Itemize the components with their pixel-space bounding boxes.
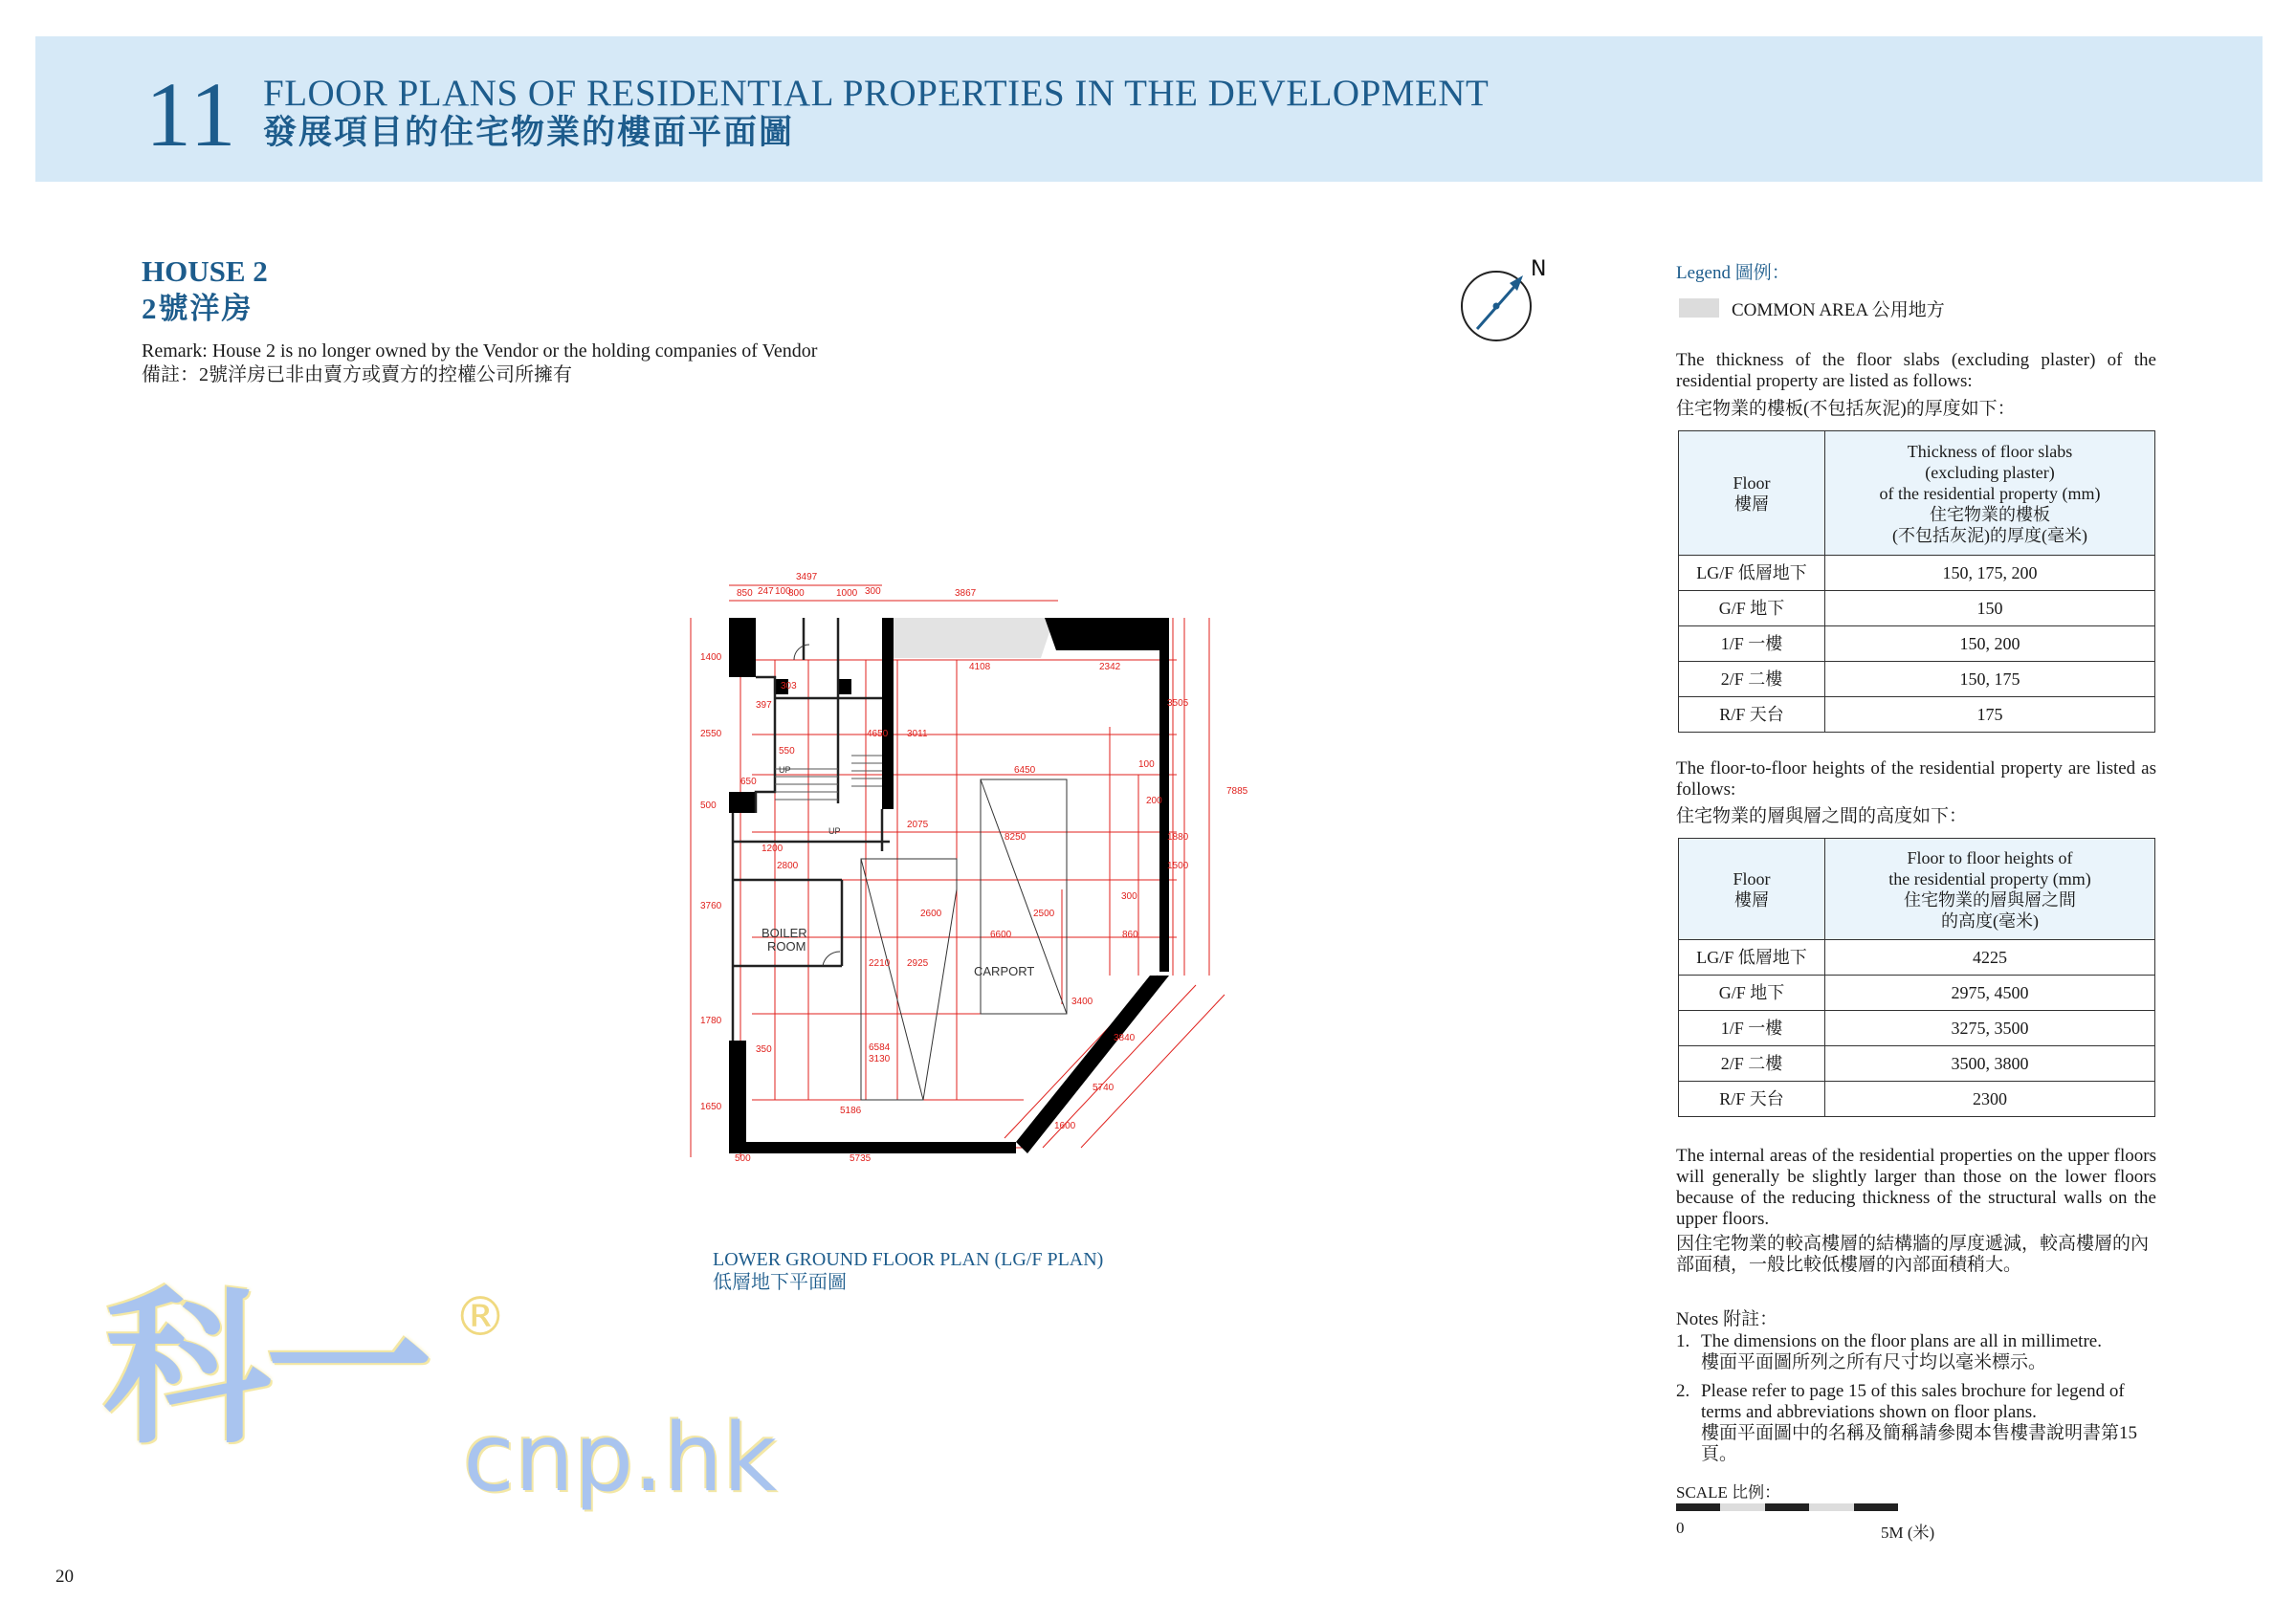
- dim-2925: 2925: [907, 958, 929, 969]
- table-row: [1679, 697, 2155, 733]
- notes-title: Notes 附註：: [1676, 1309, 1778, 1329]
- dim-3867: 3867: [955, 588, 977, 599]
- dim-850: 850: [737, 588, 753, 599]
- house-title-en: HOUSE 2: [142, 254, 268, 288]
- dim-1780: 1780: [700, 1016, 722, 1026]
- section-title-en: FLOOR PLANS OF RESIDENTIAL PROPERTIES IN THE DEVELOPMENT: [263, 73, 1490, 114]
- house-title-zh: 2號洋房: [142, 292, 254, 325]
- dim-2210: 2210: [869, 958, 891, 969]
- dim-300b: 300: [1121, 891, 1137, 902]
- dim-3760: 3760: [700, 901, 722, 911]
- slabs-header-value: [1825, 431, 2155, 556]
- dim-397: 397: [756, 700, 772, 711]
- common-area-hatch: [882, 618, 1054, 658]
- dim-3505: 3505: [1167, 698, 1189, 709]
- label-up-2: UP: [828, 826, 841, 836]
- dim-5740: 5740: [1093, 1083, 1115, 1093]
- heights-intro-zh: 住宅物業的層與層之間的高度如下：: [1676, 806, 1968, 826]
- heights-header-line: 的高度(毫米): [1941, 910, 2039, 931]
- dim-860: 860: [1122, 930, 1138, 940]
- slabs-header-line: (不包括灰泥)的厚度(毫米): [1892, 525, 2087, 545]
- legend-title: Legend 圖例：: [1676, 263, 1790, 283]
- slabs-intro-en: The thickness of the floor slabs (excluding plaster) of the residential property are listed as follows:: [1676, 350, 2156, 391]
- dim-800: 800: [788, 588, 805, 599]
- dim-7885: 7885: [1226, 786, 1248, 797]
- dim-550: 550: [779, 746, 795, 757]
- value-cell: 3275, 3500: [1825, 1011, 2155, 1046]
- floor-cell: 1/F 一樓: [1679, 1011, 1825, 1046]
- table-row: [1679, 976, 2155, 1011]
- value-cell: 150, 200: [1825, 626, 2155, 662]
- dim-2550: 2550: [700, 729, 722, 739]
- dim-1200: 1200: [762, 844, 784, 854]
- dim-500: 500: [735, 1153, 751, 1164]
- slabs-header-line: Thickness of floor slabs: [1907, 441, 2073, 461]
- value-cell: 2975, 4500: [1825, 976, 2155, 1011]
- table-row: [1679, 556, 2155, 591]
- slabs-header-line: (excluding plaster): [1925, 462, 2055, 482]
- legend-swatch: [1679, 298, 1719, 318]
- value-cell: 2300: [1825, 1082, 2155, 1117]
- heights-table: [1678, 838, 2155, 1117]
- scale-end: 5M (米): [1881, 1524, 1935, 1542]
- dim-3400: 3400: [1071, 997, 1093, 1007]
- table-row: [1679, 591, 2155, 626]
- dim-300: 300: [865, 586, 881, 597]
- table-row: [1679, 1046, 2155, 1082]
- label-boiler: BOILER: [762, 926, 807, 940]
- value-cell: 175: [1825, 697, 2155, 733]
- dim-100b: 100: [1138, 759, 1155, 770]
- heights-header-floor: [1679, 839, 1825, 940]
- note-text-zh: 樓面平面圖中的名稱及簡稱請參閱本售樓書說明書第15頁。: [1701, 1423, 2138, 1464]
- heights-table-header: [1679, 839, 2155, 940]
- watermark-registered-mark: ®: [453, 1286, 507, 1349]
- dim-6450: 6450: [1014, 765, 1036, 776]
- dim-8250: 8250: [1004, 832, 1027, 843]
- internal-areas-zh: 因住宅物業的較高樓層的結構牆的厚度遞減，較高樓層的內部面積，一般比較低樓層的內部面積稍大。: [1676, 1234, 2150, 1275]
- floor-cell: G/F 地下: [1679, 976, 1825, 1011]
- compass-label: N: [1531, 257, 1547, 281]
- internal-areas-en: The internal areas of the residential properties on the upper floors will generally be slightly larger than those on the lower floors because of the reducing thickness of the structural walls on the upper floors.: [1676, 1146, 2156, 1229]
- value-cell: 4225: [1825, 940, 2155, 976]
- floor-cell: R/F 天台: [1679, 697, 1825, 733]
- table-row: [1679, 1082, 2155, 1117]
- value-cell: 150, 175, 200: [1825, 556, 2155, 591]
- plan-caption-en: LOWER GROUND FLOOR PLAN (LG/F PLAN): [713, 1249, 1104, 1270]
- note-text-en: Please refer to page 15 of this sales brochure for legend of terms and abbreviations shown on floor plans.: [1701, 1381, 2125, 1422]
- dim-1400: 1400: [700, 652, 722, 663]
- dim-100: 100: [775, 586, 791, 597]
- scale-title: SCALE 比例：: [1676, 1483, 1781, 1502]
- label-carport: CARPORT: [974, 964, 1035, 978]
- dim-1600: 1600: [1054, 1121, 1076, 1131]
- dim-4108: 4108: [969, 662, 991, 672]
- dim-2075: 2075: [907, 820, 929, 830]
- page-number: 20: [55, 1567, 74, 1587]
- floor-cell: 1/F 一樓: [1679, 626, 1825, 662]
- floor-plan: [660, 564, 1248, 1176]
- table-row: [1679, 940, 2155, 976]
- heights-header-floor-en: Floor: [1733, 868, 1771, 888]
- dim-2800: 2800: [777, 861, 799, 871]
- plan-caption: [713, 1248, 1103, 1294]
- watermark-logo-zh: 科一: [103, 1273, 427, 1467]
- heights-header-line: Floor to floor heights of: [1907, 847, 2073, 867]
- table-row: [1679, 662, 2155, 697]
- note-text-en: The dimensions on the floor plans are all in millimetre.: [1701, 1331, 2102, 1351]
- slabs-header-floor-zh: 樓層: [1734, 493, 1769, 514]
- slabs-intro-zh: 住宅物業的樓板(不包括灰泥)的厚度如下：: [1676, 399, 2016, 419]
- dim-3011: 3011: [907, 729, 928, 739]
- note-number: 1.: [1676, 1331, 1690, 1351]
- dim-5735: 5735: [850, 1153, 872, 1164]
- heights-header-value: [1825, 839, 2155, 940]
- heights-header-floor-zh: 樓層: [1734, 889, 1769, 910]
- section-title-zh: 發展項目的住宅物業的樓面平面圖: [263, 114, 795, 151]
- dim-247: 247: [758, 586, 774, 597]
- heights-intro-en: The floor-to-floor heights of the residential property are listed as follows:: [1676, 758, 2156, 800]
- note-text-zh: 樓面平面圖所列之所有尺寸均以毫米標示。: [1701, 1352, 2047, 1372]
- dim-650: 650: [740, 777, 757, 787]
- heights-header-line: the residential property (mm): [1888, 868, 2091, 888]
- dim-6600: 6600: [990, 930, 1012, 940]
- heights-header-line: 住宅物業的層與層之間: [1904, 889, 2076, 910]
- remark: [142, 340, 817, 387]
- dim-3130: 3130: [869, 1054, 891, 1064]
- slabs-header-line: of the residential property (mm): [1879, 483, 2101, 503]
- floor-cell: LG/F 低層地下: [1679, 940, 1825, 976]
- remark-en: Remark: House 2 is no longer owned by the Vendor or the holding companies of Vendor: [142, 340, 818, 362]
- note-number: 2.: [1676, 1381, 1690, 1401]
- scale-zero: 0: [1676, 1519, 1685, 1537]
- dim-500b: 500: [700, 801, 717, 811]
- floor-cell: G/F 地下: [1679, 591, 1825, 626]
- dim-1000: 1000: [836, 588, 858, 599]
- value-cell: 150, 175: [1825, 662, 2155, 697]
- dim-2600: 2600: [920, 909, 942, 919]
- slabs-table: [1678, 430, 2155, 733]
- dim-1650: 1650: [700, 1102, 722, 1112]
- dim-1880: 1880: [1167, 832, 1189, 843]
- dim-2500: 2500: [1033, 909, 1055, 919]
- watermark-logo-en: cnp.hk: [463, 1404, 778, 1513]
- floor-cell: LG/F 低層地下: [1679, 556, 1825, 591]
- slabs-header-line: 住宅物業的樓板: [1930, 504, 2050, 524]
- label-up: UP: [779, 765, 791, 775]
- plan-caption-zh: 低層地下平面圖: [713, 1272, 847, 1293]
- dim-200: 200: [1146, 796, 1162, 806]
- note-item: [1676, 1381, 2156, 1465]
- dim-4650: 4650: [867, 729, 889, 739]
- remark-zh: 備註：2號洋房已非由賣方或賣方的控權公司所擁有: [142, 364, 572, 385]
- slabs-table-header: [1679, 431, 2155, 556]
- value-cell: 3500, 3800: [1825, 1046, 2155, 1082]
- slabs-header-floor: [1679, 431, 1825, 556]
- north-arrow-icon: [1460, 256, 1556, 352]
- value-cell: 150: [1825, 591, 2155, 626]
- dim-303: 303: [781, 681, 797, 691]
- dim-350: 350: [756, 1044, 772, 1055]
- note-item: [1676, 1331, 2156, 1373]
- scale-bar: [1676, 1503, 1898, 1511]
- dim-3497: 3497: [796, 572, 818, 582]
- dim-2342: 2342: [1099, 662, 1121, 672]
- dim-6584: 6584: [869, 1042, 891, 1053]
- floor-cell: R/F 天台: [1679, 1082, 1825, 1117]
- table-row: [1679, 626, 2155, 662]
- floor-cell: 2/F 二樓: [1679, 662, 1825, 697]
- label-room: ROOM: [767, 939, 806, 954]
- table-row: [1679, 1011, 2155, 1046]
- dim-1500: 1500: [1167, 861, 1189, 871]
- slabs-header-floor-en: Floor: [1733, 472, 1771, 493]
- dim-5186: 5186: [840, 1106, 862, 1116]
- legend-common-area: COMMON AREA 公用地方: [1732, 300, 1945, 320]
- dim-3840: 3840: [1114, 1033, 1136, 1043]
- section-number: 11: [145, 63, 238, 165]
- floor-cell: 2/F 二樓: [1679, 1046, 1825, 1082]
